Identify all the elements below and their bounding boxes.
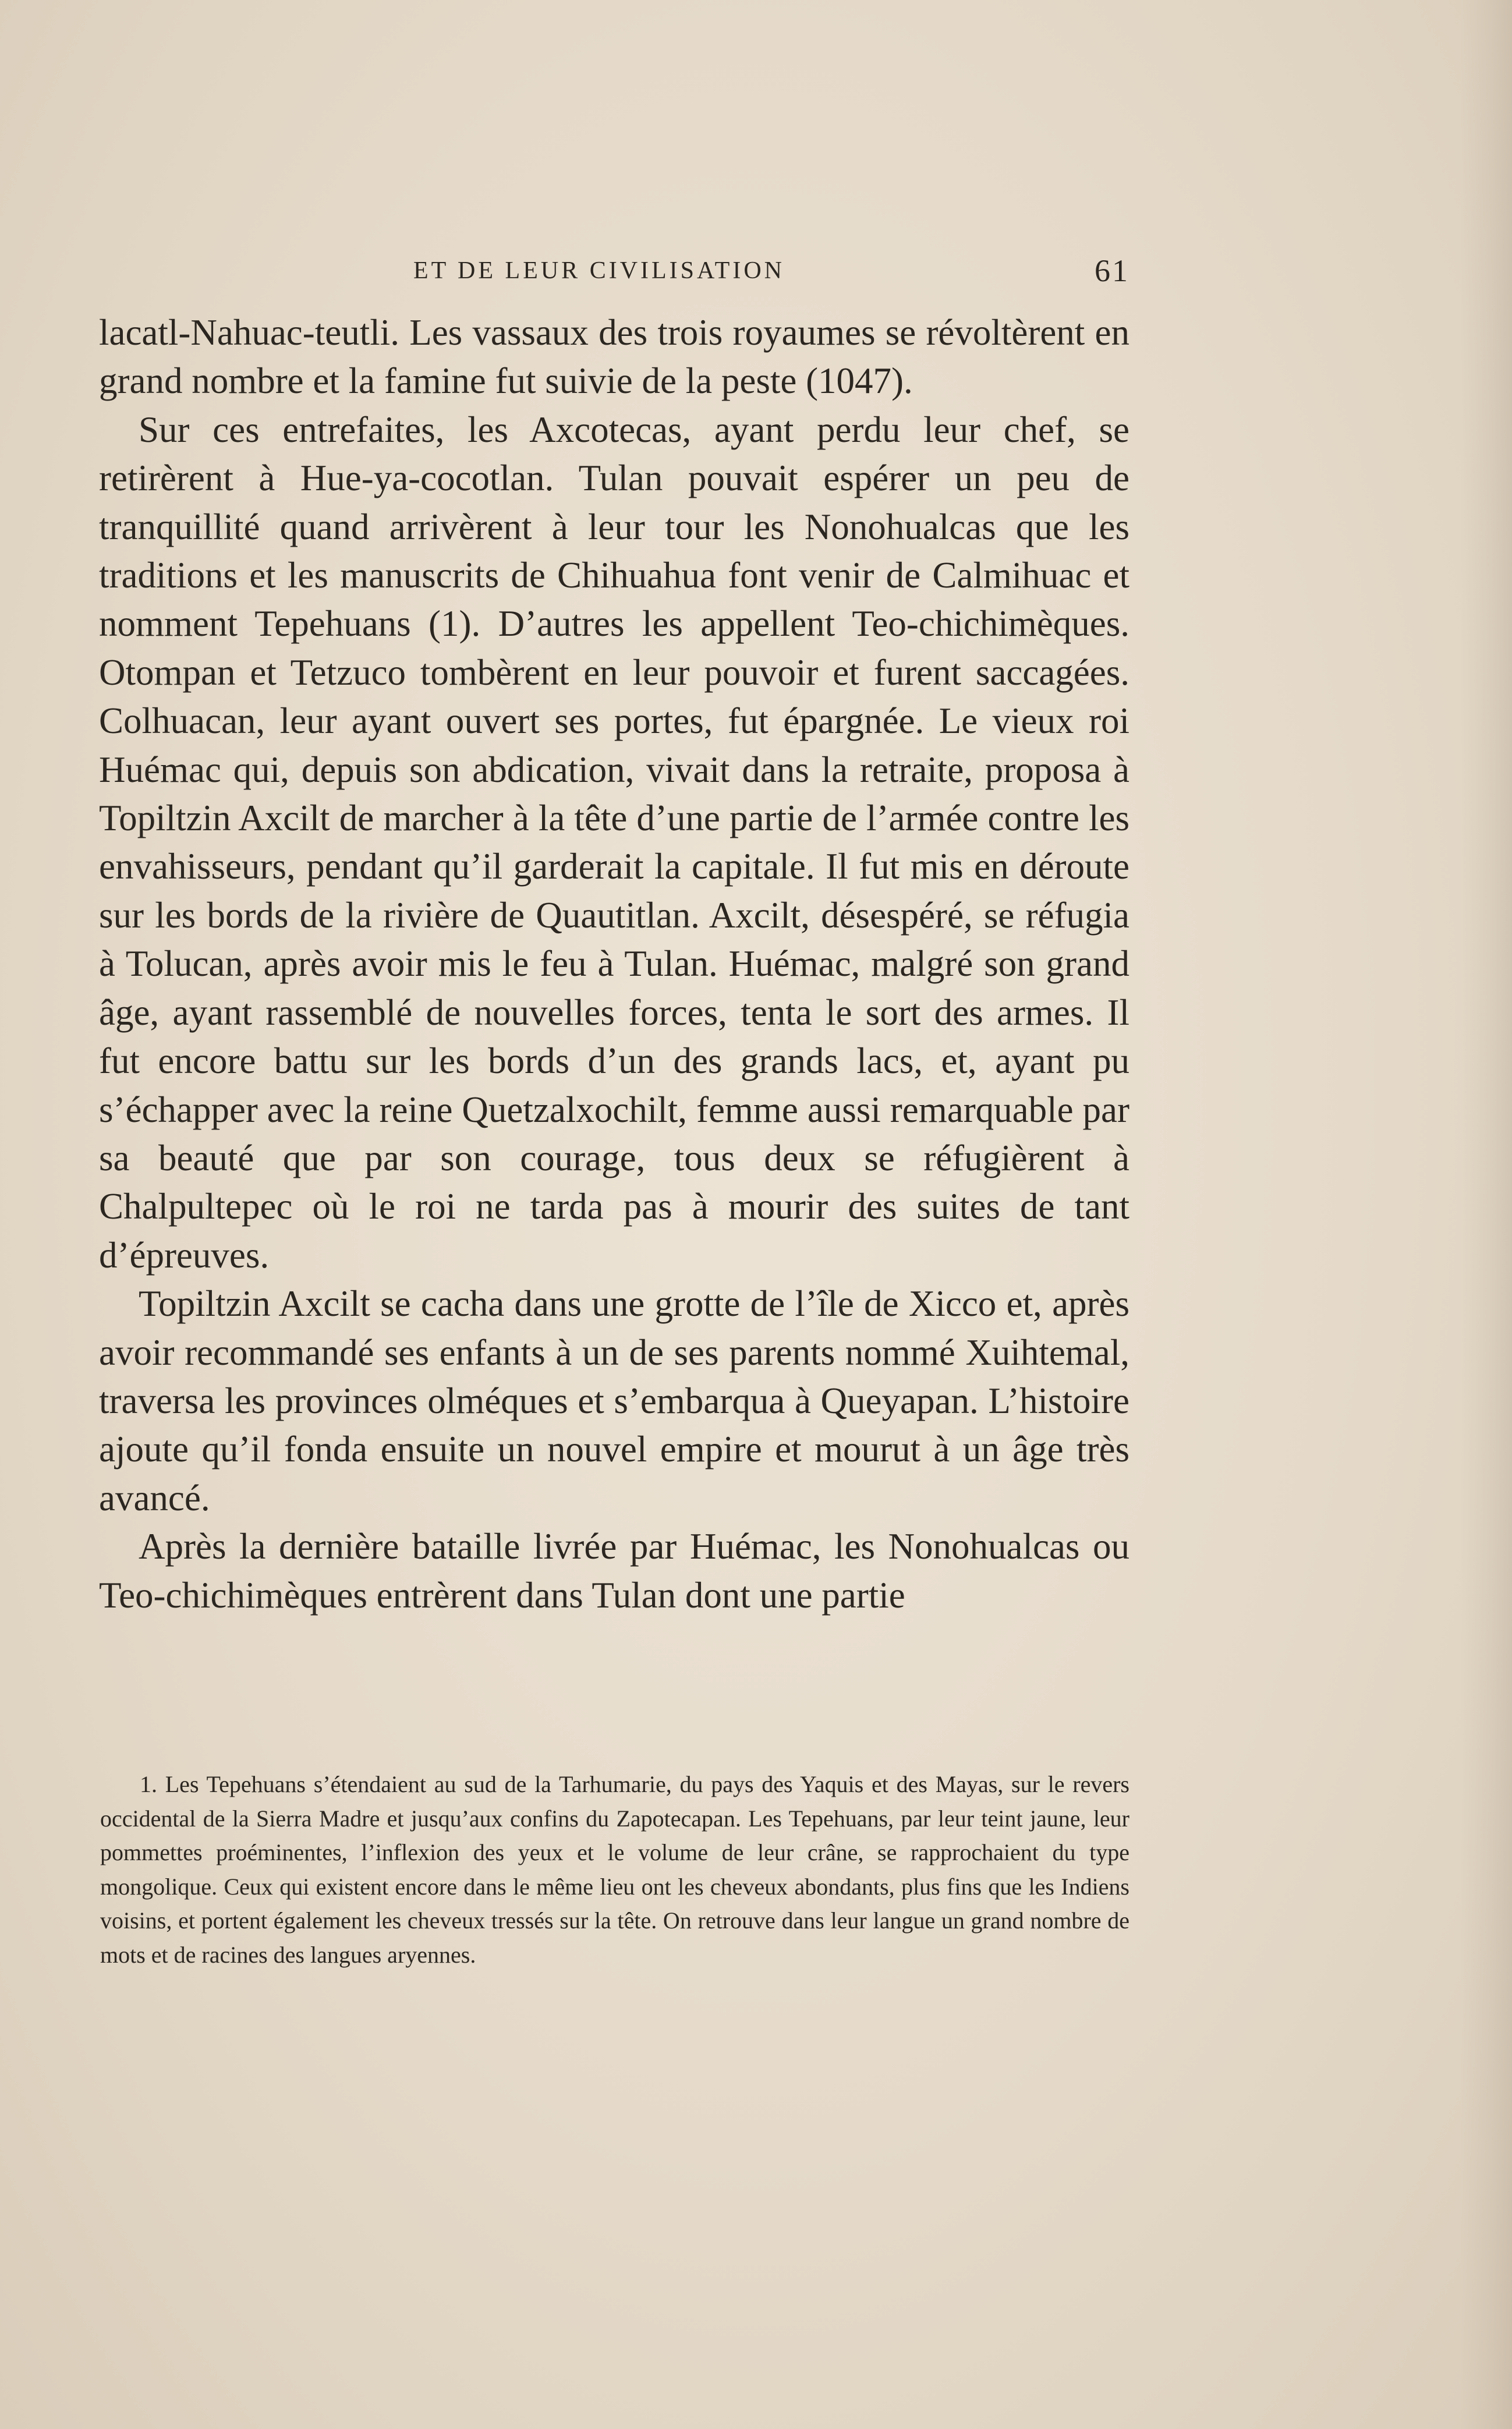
- footnote: [100, 1768, 1129, 1972]
- footnote-text: 1. Les Tepehuans s’étendaient au sud de la Tarhumarie, du pays des Yaquis et des Mayas, sur le revers occidental de la Sierra Madre et jusqu’aux confins du Zapotecapan. Les Tepehuans, par leur teint jaune, leur pommettes proéminentes, l’inflexion des yeux et le volume de leur crâne, se rapprochaient du type mongolique. Ceux qui existent encore dans le même lieu ont les cheveux abondants, plus fins que les Indiens voisins, et portent également les cheveux tressés sur la tête. On retrouve dans leur langue un grand nombre de mots et de racines des langues aryennes.: [100, 1771, 1129, 1968]
- page-header: [99, 253, 1129, 288]
- paragraph: Sur ces entrefaites, les Axcotecas, ayant perdu leur chef, se retirèrent à Hue-ya-cocotlan. Tulan pouvait espérer un peu de tranquillité quand arrivèrent à leur tour les Nonohualcas que les traditions et les manuscrits de Chihuahua font venir de Calmihuac et nomment Tepehuans (1). D’autres les appellent Teo-chichimèques. Otompan et Tetzuco tombèrent en leur pouvoir et furent saccagées. Colhuacan, leur ayant ouvert ses portes, fut épargnée. Le vieux roi Huémac qui, depuis son abdication, vivait dans la retraite, proposa à Topiltzin Axcilt de marcher à la tête d’une partie de l’armée contre les envahisseurs, pendant qu’il garderait la capitale. Il fut mis en déroute sur les bords de la rivière de Quautitlan. Axcilt, désespéré, se réfugia à Tolucan, après avoir mis le feu à Tulan. Huémac, malgré son grand âge, ayant rassemblé de nouvelles forces, tenta le sort des armes. Il fut encore battu sur les bords d’un des grands lacs, et, ayant pu s’échapper avec la reine Quetzalxochilt, femme aussi remarquable par sa beauté que par son courage, tous deux se réfugièrent à Chalpultepec où le roi ne tarda pas à mourir des suites de tant d’épreuves.: [99, 409, 1129, 1276]
- page-number: 61: [1095, 253, 1129, 288]
- paragraph-continued: lacatl-Nahuac-teutli. Les vassaux des trois royaumes se révoltèrent en grand nombre et la famine fut suivie de la peste (1047).: [99, 312, 1129, 402]
- main-text: [99, 309, 1129, 1620]
- paragraph: Topiltzin Axcilt se cacha dans une grotte de l’île de Xicco et, après avoir recommandé ses enfants à un de ses parents nommé Xuihtemal, traversa les provinces olméques et s’embarqua à Queyapan. L’histoire ajoute qu’il fonda ensuite un nouvel empire et mourut à un âge très avancé.: [99, 1283, 1129, 1518]
- page-edge-shadow: [1460, 0, 1512, 2429]
- paragraph: Après la dernière bataille livrée par Huémac, les Nonohualcas ou Teo-chichimèques entrèrent dans Tulan dont une partie: [99, 1526, 1129, 1616]
- running-title: ET DE LEUR CIVILISATION: [413, 257, 785, 284]
